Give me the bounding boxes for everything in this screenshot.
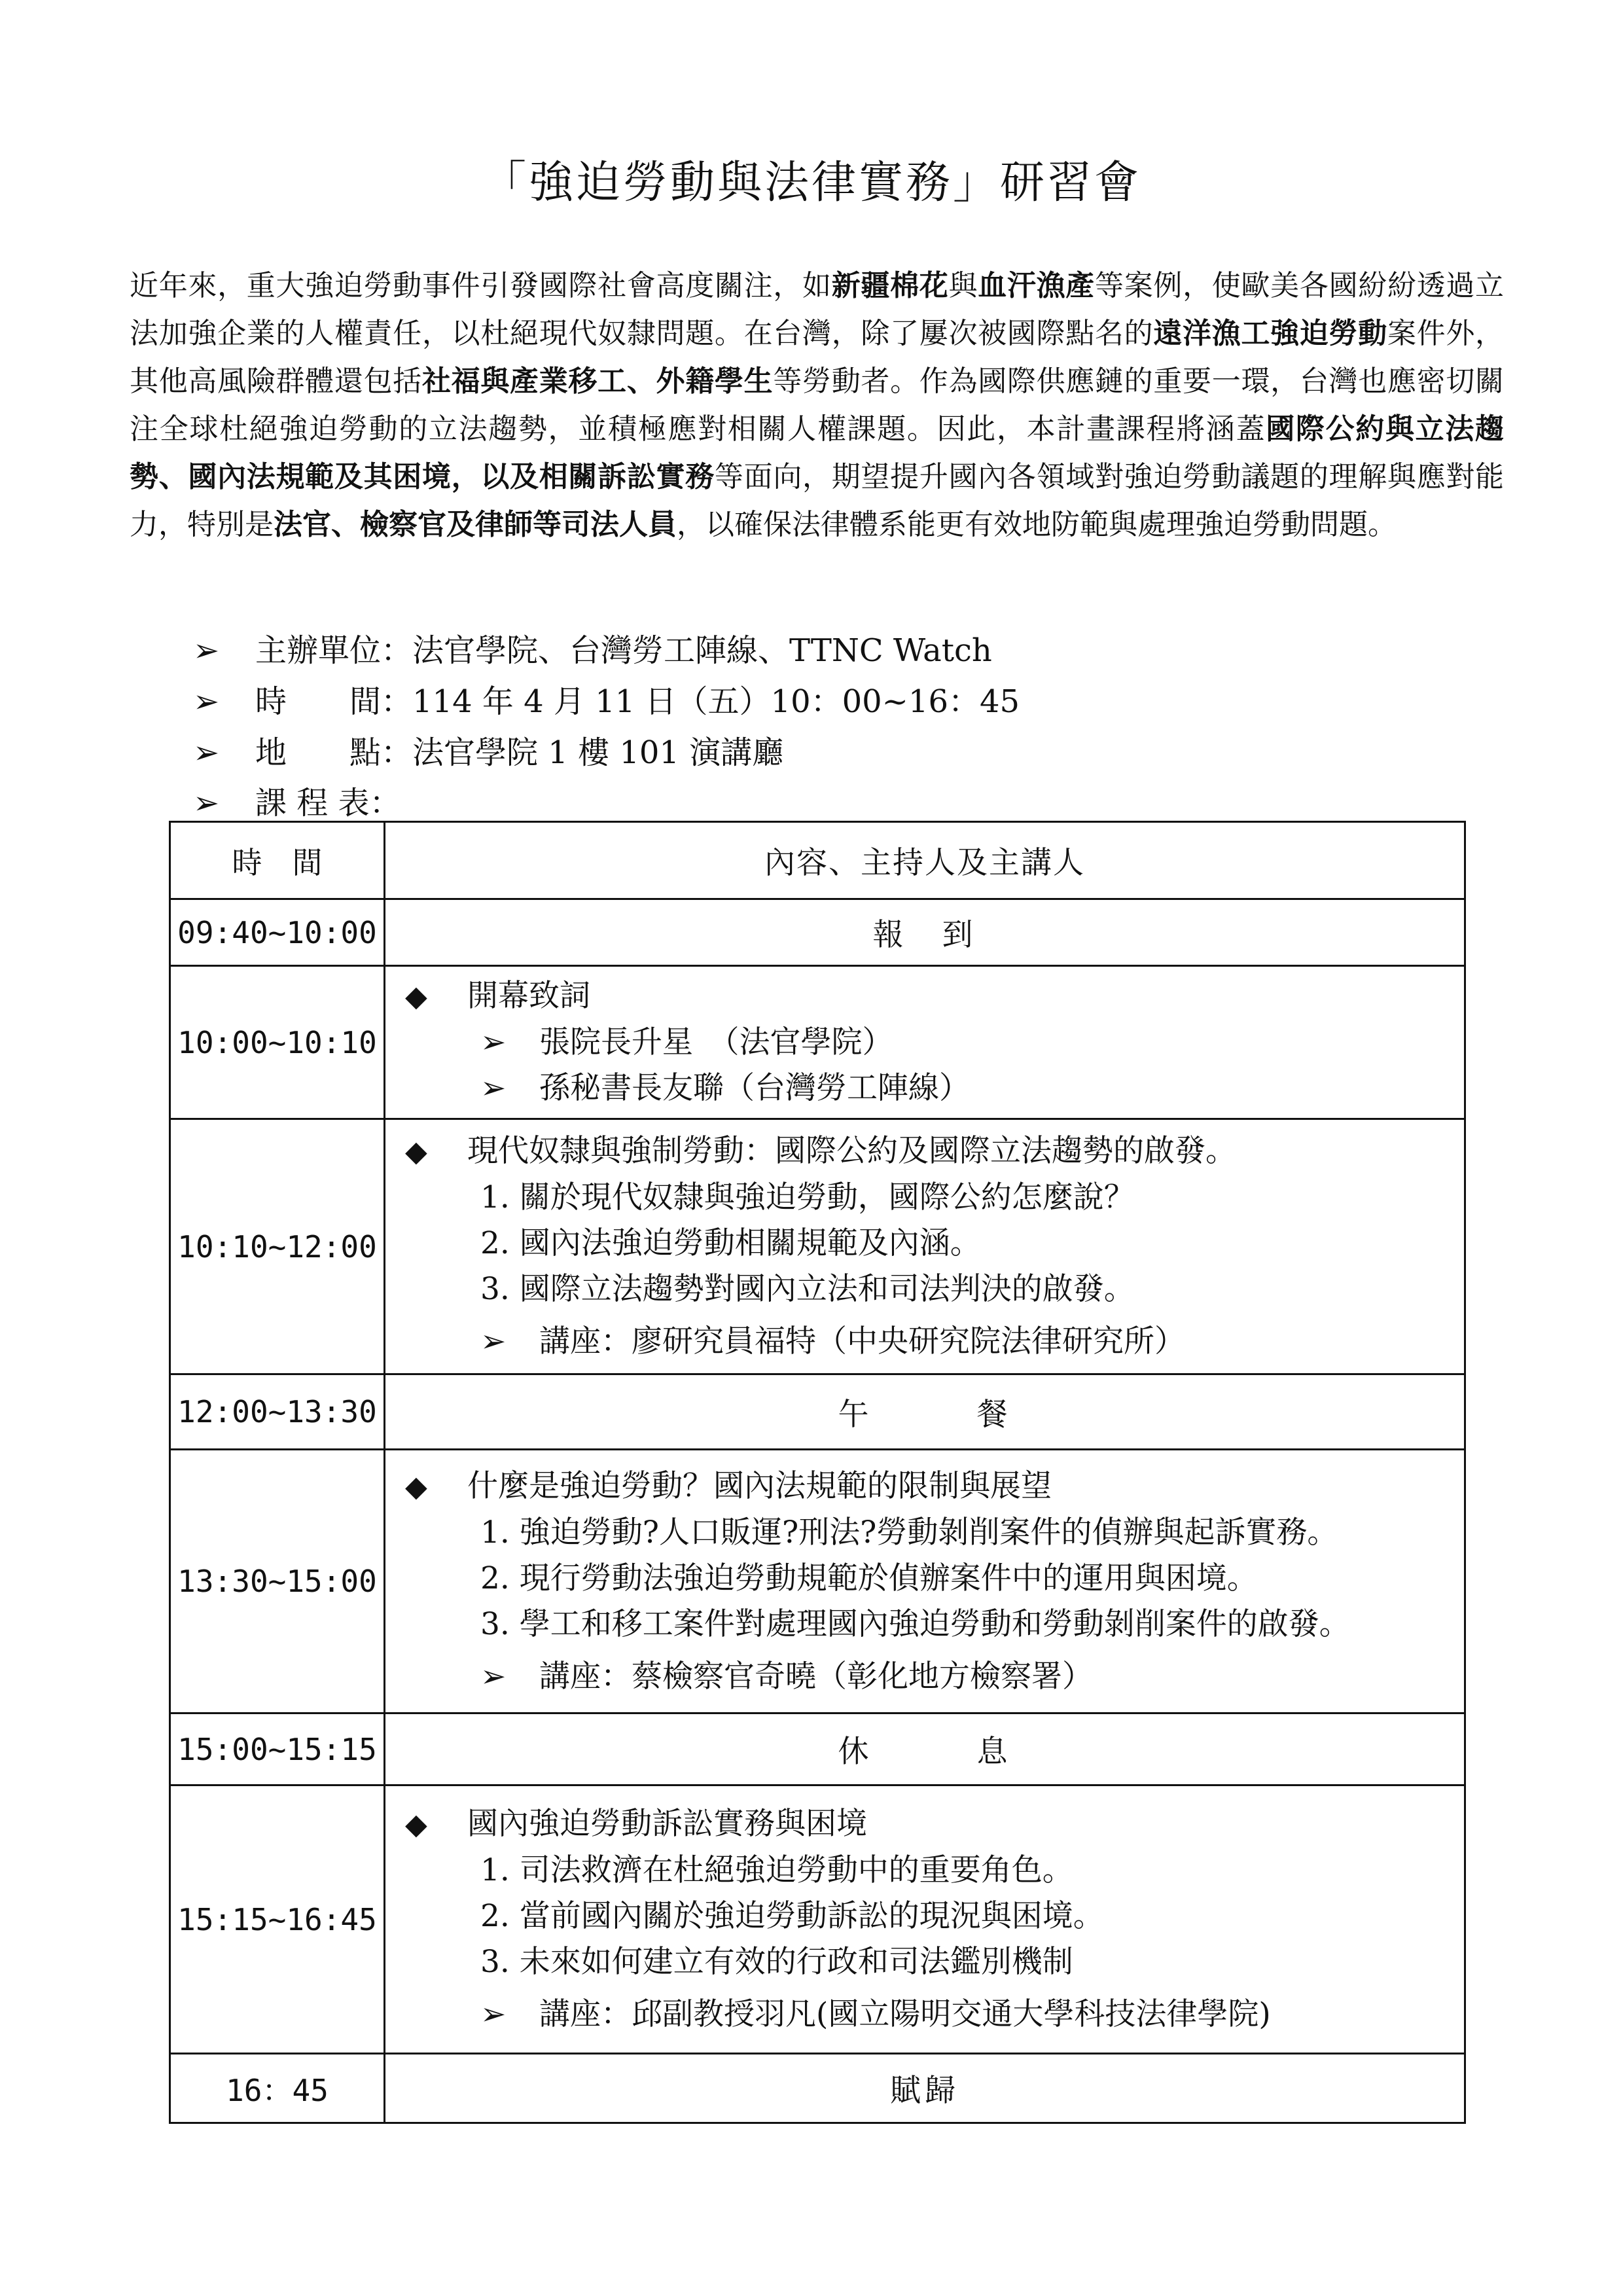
intro-text: 與 — [948, 269, 978, 302]
row-time: 09:40~10:00 — [170, 899, 385, 966]
speaker-text: 講座：蔡檢察官奇曉（彰化地方檢察署） — [539, 1658, 1093, 1695]
table-row — [170, 899, 1465, 966]
table-row — [170, 1119, 1465, 1374]
arrowhead-bullet-icon: ➢ — [193, 632, 220, 669]
row-center-text: 午 餐 — [385, 1374, 1465, 1450]
session-title: 現代奴隸與強制勞動：國際公約及國際立法趨勢的啟發。 — [467, 1133, 1236, 1169]
intro-bold-text: 新疆棉花 — [831, 269, 949, 302]
session-title: 開幕致詞 — [467, 978, 590, 1014]
agenda-item: 1. 強迫勞動?人口販運?刑法?勞動剝削案件的偵辦與起訴實務。 — [480, 1514, 1338, 1551]
row-time: 16：45 — [170, 2054, 385, 2123]
table-row — [170, 1713, 1465, 1785]
row-content — [385, 1785, 1465, 2054]
intro-text: 近年來，重大強迫勞動事件引發國際社會高度關注，如 — [130, 269, 832, 302]
agenda-item: 3. 國際立法趨勢對國內立法和司法判決的啟發。 — [480, 1271, 1135, 1307]
info-place — [193, 727, 783, 772]
row-time: 12:00~13:30 — [170, 1374, 385, 1450]
row-content — [385, 1119, 1465, 1374]
arrowhead-bullet-icon: ➢ — [193, 683, 220, 720]
time-text: 時 間：114 年 4 月 11 日（五）10：00~16：45 — [255, 683, 1020, 720]
arrowhead-bullet-icon: ➢ — [193, 785, 220, 821]
row-time: 15:00~15:15 — [170, 1713, 385, 1785]
intro-bold-text: 國際公約與立法趨勢、國內法規範及其困境，以及相關訴訟實務 — [130, 412, 1505, 493]
header-time: 時 間 — [170, 822, 385, 899]
diamond-bullet-icon: ◆ — [405, 1469, 427, 1503]
schedule-label-text: 課 程 表： — [255, 785, 401, 821]
intro-text: 案件外，其他高風險群體還包括 — [130, 317, 1505, 398]
session-title: 什麼是強迫勞動？國內法規範的限制與展望 — [467, 1467, 1052, 1504]
intro-text: 等面向，期望提升國內各領域對強迫勞動議題的理解與應對能力，特別是 — [130, 460, 1505, 541]
session-title: 國內強迫勞動訴訟實務與困境 — [467, 1806, 867, 1842]
intro-bold-text: 法官、檢察官及律師等司法人員 — [274, 508, 677, 541]
page-title: 「強迫勞動與法律實務」研習會 — [481, 157, 1141, 209]
row-content — [385, 966, 1465, 1119]
diamond-bullet-icon: ◆ — [405, 980, 427, 1013]
speaker-text: 孫秘書長友聯（台灣勞工陣線） — [539, 1070, 970, 1106]
place-text: 地 點：法官學院 1 樓 101 演講廳 — [255, 734, 784, 771]
intro-text: 等勞動者。作為國際供應鏈的重要一環，台灣也應密切關注全球杜絕強迫勞動的立法趨勢，並積極應對相關人權課題。因此，本計畫課程將涵蓋 — [130, 365, 1505, 446]
table-row — [170, 2054, 1465, 2123]
agenda-item: 1. 司法救濟在杜絕強迫勞動中的重要角色。 — [480, 1852, 1073, 1888]
table-row — [170, 1785, 1465, 2054]
speaker-text: 講座：邱副教授羽凡(國立陽明交通大學科技法律學院) — [539, 1996, 1271, 2032]
agenda-item: 3. 學工和移工案件對處理國內強迫勞動和勞動剝削案件的啟發。 — [480, 1605, 1350, 1642]
agenda-item: 3. 未來如何建立有效的行政和司法鑑別機制 — [480, 1944, 1073, 1980]
info-organizer — [193, 625, 992, 670]
agenda-item: 2. 當前國內關於強迫勞動訴訟的現況與困境。 — [480, 1898, 1104, 1934]
intro-bold-text: 血汗漁產 — [978, 269, 1095, 302]
row-center-text: 報 到 — [385, 899, 1465, 966]
info-schedule-label — [193, 778, 401, 823]
intro-bold-text: 遠洋漁工強迫勞動 — [1153, 317, 1387, 350]
row-center-text: 賦歸 — [385, 2054, 1465, 2123]
header-content: 內容、主持人及主講人 — [385, 822, 1465, 899]
arrowhead-bullet-icon: ➢ — [480, 1323, 507, 1359]
row-time: 10:10~12:00 — [170, 1119, 385, 1374]
speaker-text: 張院長升星 （法官學院） — [539, 1024, 893, 1060]
row-center-text: 休 息 — [385, 1713, 1465, 1785]
row-time: 15:15~16:45 — [170, 1785, 385, 2054]
arrowhead-bullet-icon: ➢ — [480, 1658, 507, 1695]
table-row — [170, 1374, 1465, 1450]
intro-text: 等案例，使歐美各國紛紛透過立法加強企業的人權責任，以杜絕現代奴隸問題。在台灣，除了屢次被國際點名的 — [130, 269, 1505, 350]
schedule-table — [169, 821, 1466, 2124]
organizer-text: 主辦單位：法官學院、台灣勞工陣線、TTNC Watch — [255, 632, 992, 669]
intro-text: ，以確保法律體系能更有效地防範與處理強迫勞動問題。 — [677, 508, 1397, 541]
diamond-bullet-icon: ◆ — [405, 1135, 427, 1168]
speaker-text: 講座：廖研究員福特（中央研究院法律研究所） — [539, 1323, 1185, 1359]
diamond-bullet-icon: ◆ — [405, 1808, 427, 1841]
table-row — [170, 1450, 1465, 1713]
intro-paragraph — [130, 262, 1504, 548]
intro-bold-text: 社福與產業移工、外籍學生 — [421, 365, 774, 398]
agenda-item: 2. 現行勞動法強迫勞動規範於偵辦案件中的運用與困境。 — [480, 1560, 1258, 1596]
info-time — [193, 676, 1020, 721]
row-time: 13:30~15:00 — [170, 1450, 385, 1713]
arrowhead-bullet-icon: ➢ — [480, 1996, 507, 2032]
arrowhead-bullet-icon: ➢ — [480, 1070, 507, 1106]
arrowhead-bullet-icon: ➢ — [193, 734, 220, 771]
agenda-item: 1. 關於現代奴隸與強迫勞動，國際公約怎麼說？ — [480, 1179, 1135, 1215]
row-content — [385, 1450, 1465, 1713]
arrowhead-bullet-icon: ➢ — [480, 1024, 507, 1060]
row-time: 10:00~10:10 — [170, 966, 385, 1119]
table-header-row — [170, 822, 1465, 899]
agenda-item: 2. 國內法強迫勞動相關規範及內涵。 — [480, 1225, 981, 1261]
table-row — [170, 966, 1465, 1119]
